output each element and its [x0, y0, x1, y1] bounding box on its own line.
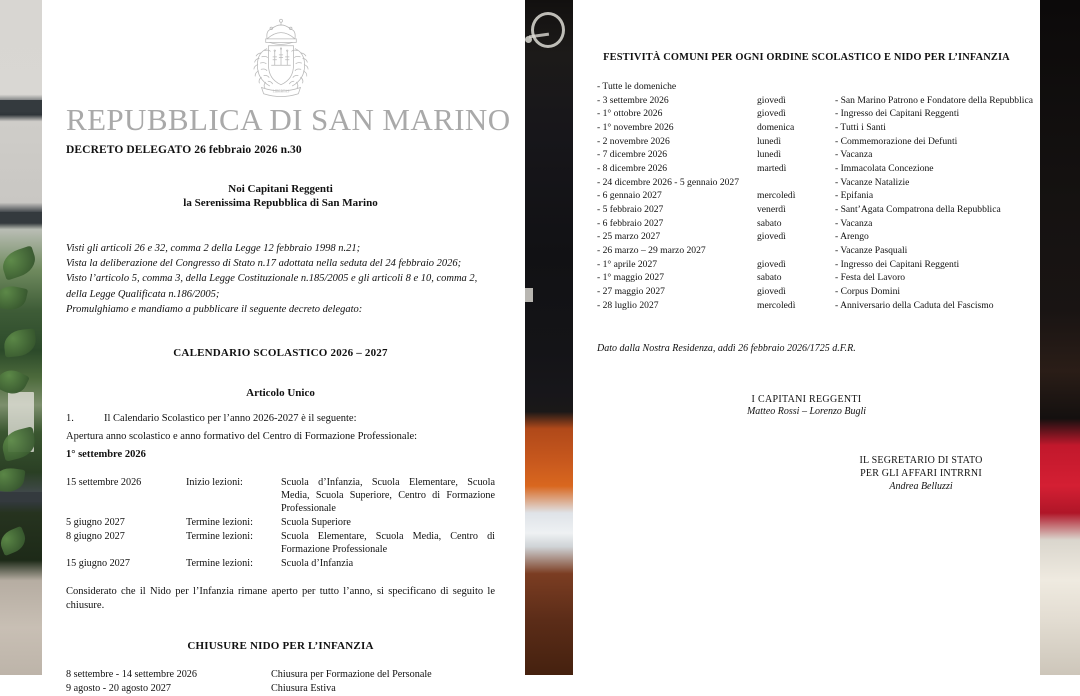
holiday-desc: - Vacanze Natalizie	[835, 176, 910, 188]
table-row	[597, 95, 1036, 109]
holiday-date: - 5 febbraio 2027	[597, 203, 664, 215]
holiday-weekday: lunedì	[757, 149, 781, 161]
holiday-desc: - Festa del Lavoro	[835, 272, 906, 284]
plant-leaf	[0, 466, 26, 494]
clause-line	[66, 412, 495, 427]
holiday-date: - 7 dicembre 2026	[597, 149, 668, 161]
holiday-weekday: sabato	[757, 272, 782, 284]
holiday-date: - 1° maggio 2027	[597, 272, 664, 284]
table-row	[597, 81, 1036, 95]
holiday-date: - 28 luglio 2027	[597, 299, 659, 311]
table-row	[597, 272, 1036, 286]
table-row	[597, 231, 1036, 245]
holiday-desc: - Commemorazione dei Defunti	[835, 135, 958, 147]
holiday-weekday: venerdì	[757, 203, 786, 215]
holiday-date: - 1° ottobre 2026	[597, 108, 663, 120]
considered-paragraph: Considerato che il Nido per l’Infanzia rimane aperto per tutto l’anno, si specificano di seguito le chiusure.	[66, 585, 495, 612]
secretary-role-line1: IL SEGRETARIO DI STATO	[859, 455, 983, 467]
page-title: REPUBBLICA DI SAN MARINO	[66, 102, 511, 137]
holiday-desc: - Vacanze Pasquali	[835, 244, 908, 256]
holiday-weekday: sabato	[757, 217, 782, 229]
plant-leaf	[0, 245, 39, 280]
clause-text: Il Calendario Scolastico per l’anno 2026-2027 è il seguente:	[104, 412, 357, 424]
closure-desc: Chiusura Estiva	[271, 683, 336, 695]
plant-leaf	[0, 283, 28, 313]
holiday-desc: - Corpus Domini	[835, 285, 901, 297]
secretary-role-line2: PER GLI AFFARI INTRRNI	[860, 467, 982, 479]
plant-leaf	[0, 426, 39, 461]
schedule-desc: Scuola Superiore	[281, 516, 351, 528]
table-row	[597, 190, 1036, 204]
holiday-date: - 25 marzo 2027	[597, 231, 661, 243]
holiday-weekday: mercoledì	[757, 190, 796, 202]
table-row	[597, 163, 1036, 177]
holiday-weekday: mercoledì	[757, 299, 796, 311]
opening-label: Apertura anno scolastico e anno formativo del Centro di Formazione Professionale:	[66, 430, 418, 442]
schedule-table	[66, 476, 495, 571]
holiday-date: - 2 novembre 2026	[597, 135, 670, 147]
schedule-date: 15 settembre 2026	[66, 476, 142, 488]
schedule-desc: Scuola d’Infanzia, Scuola Elementare, Scuola Media, Scuola Superiore, Centro di Formazione Professionale	[281, 476, 495, 514]
shelf-edge	[0, 100, 42, 111]
holiday-date: - 24 dicembre 2026 - 5 gennaio 2027	[597, 176, 740, 188]
shelf-edge	[0, 492, 42, 502]
holiday-desc: - Vacanza	[835, 149, 873, 161]
background-photo-right	[1040, 0, 1080, 675]
holiday-desc: - Ingresso dei Capitani Reggenti	[835, 108, 960, 120]
holiday-weekday: domenica	[757, 121, 795, 133]
holiday-date: - 1° novembre 2026	[597, 121, 674, 133]
table-row	[597, 177, 1036, 191]
chalk-dot-icon	[525, 36, 532, 43]
holiday-desc	[835, 81, 1036, 95]
holiday-desc: - Ingresso dei Capitani Reggenti	[835, 258, 960, 270]
holiday-date: - 27 maggio 2027	[597, 285, 665, 297]
table-row	[66, 557, 495, 571]
plant-leaf	[3, 328, 38, 357]
table-row	[597, 218, 1036, 232]
schedule-date: 15 giugno 2027	[66, 557, 130, 569]
holiday-weekday: giovedì	[757, 285, 786, 297]
decree-reference: DECRETO DELEGATO 26 febbraio 2026 n.30	[66, 143, 302, 156]
emblem-container	[66, 18, 495, 100]
holiday-date: - Tutte le domeniche	[597, 81, 677, 92]
holiday-date: - 8 dicembre 2026	[597, 162, 668, 174]
document-page-left	[42, 0, 525, 695]
preamble-block	[66, 241, 495, 317]
schedule-date: 8 giugno 2027	[66, 530, 125, 542]
holiday-weekday: giovedì	[757, 258, 786, 270]
holiday-date: - 6 febbraio 2027	[597, 217, 664, 229]
holiday-desc: - Vacanza	[835, 217, 873, 229]
table-row	[597, 122, 1036, 136]
regents-signature-role: I CAPITANI REGGENTI	[751, 394, 862, 406]
holiday-weekday: giovedì	[757, 108, 786, 120]
background-photo-left	[0, 0, 42, 675]
chalk-mark-icon	[525, 288, 533, 302]
table-row	[597, 259, 1036, 273]
holiday-date: - 26 marzo – 29 marzo 2027	[597, 244, 706, 256]
closure-date: 9 agosto - 20 agosto 2027	[66, 683, 171, 695]
opening-date: 1° settembre 2026	[66, 448, 146, 460]
holiday-desc: - Tutti i Santi	[835, 121, 886, 133]
regents-heading	[66, 182, 495, 212]
regents-heading-line1: Noi Capitani Reggenti	[228, 182, 333, 195]
table-row	[597, 204, 1036, 218]
table-row	[597, 136, 1036, 150]
preamble-line: Promulghiamo e mandiamo a pubblicare il seguente decreto delegato:	[66, 303, 363, 315]
secretary-name: Andrea Belluzzi	[889, 481, 953, 493]
table-row	[597, 149, 1036, 163]
table-row	[66, 516, 495, 530]
regents-heading-line2: la Serenissima Repubblica di San Marino	[183, 197, 378, 210]
table-row	[66, 682, 495, 696]
plant-leaf	[0, 526, 29, 556]
holiday-weekday: giovedì	[757, 94, 786, 106]
table-row	[597, 300, 1036, 314]
holidays-heading: FESTIVITÀ COMUNI PER OGNI ORDINE SCOLASTICO E NIDO PER L’INFANZIA	[603, 52, 1010, 63]
document-page-right	[573, 0, 1040, 675]
holiday-weekday: martedì	[757, 162, 787, 174]
table-row	[597, 245, 1036, 259]
preamble-line: Vista la deliberazione del Congresso di Stato n.17 adottata nella seduta del 24 febbraio 2026;	[66, 258, 462, 270]
secretary-signature-block	[816, 455, 1026, 492]
table-row	[66, 530, 495, 557]
holiday-desc: - Sant’Agata Compatrona della Repubblica	[835, 203, 1001, 215]
background-photo-middle	[525, 0, 573, 675]
regents-signature-names: Matteo Rossi – Lorenzo Bugli	[746, 406, 867, 418]
holidays-table	[597, 81, 1036, 313]
schedule-kind: Inizio lezioni:	[186, 476, 243, 488]
article-heading: Articolo Unico	[246, 386, 315, 399]
preamble-line: Visto l’articolo 5, comma 3, della Legge Costituzionale n.185/2005 e gli articoli 8 e 10, comma 2,	[66, 273, 478, 285]
svg-text:LIBERTAS: LIBERTAS	[272, 89, 289, 94]
closure-desc: Chiusura per Formazione del Personale	[271, 668, 432, 680]
holiday-desc: - Arengo	[835, 231, 869, 243]
schedule-desc: Scuola d’Infanzia	[281, 557, 354, 569]
table-row	[66, 476, 495, 516]
holiday-date: - 6 gennaio 2027	[597, 190, 662, 202]
table-row	[597, 286, 1036, 300]
preamble-line: della Legge Qualificata n.186/2005;	[66, 288, 220, 300]
holiday-desc: - Anniversario della Caduta del Fascismo	[835, 299, 994, 311]
closures-table	[66, 668, 495, 696]
table-row	[597, 108, 1036, 122]
chalk-letter-icon	[531, 12, 565, 48]
schedule-date: 5 giugno 2027	[66, 516, 125, 528]
schedule-desc: Scuola Elementare, Scuola Media, Centro di Formazione Professionale	[281, 530, 495, 555]
holiday-desc: - Epifania	[835, 190, 874, 202]
holiday-weekday	[757, 81, 835, 95]
calendar-heading: CALENDARIO SCOLASTICO 2026 – 2027	[173, 346, 388, 359]
shelf-edge	[0, 212, 42, 223]
issued-line: Dato dalla Nostra Residenza, addì 26 febbraio 2026/1725 d.F.R.	[597, 343, 856, 355]
schedule-kind: Termine lezioni:	[186, 516, 253, 528]
holiday-desc: - Immacolata Concezione	[835, 162, 934, 174]
holiday-date: - 3 settembre 2026	[597, 94, 669, 106]
closures-heading: CHIUSURE NIDO PER L’INFANZIA	[187, 639, 374, 652]
holiday-date: - 1° aprile 2027	[597, 258, 658, 270]
schedule-kind: Termine lezioni:	[186, 557, 253, 569]
regents-signature-block	[587, 394, 1026, 417]
clause-number: 1.	[66, 412, 74, 424]
closure-date: 8 settembre - 14 settembre 2026	[66, 668, 197, 680]
preamble-line: Visti gli articoli 26 e 32, comma 2 della Legge 12 febbraio 1998 n.21;	[66, 243, 361, 255]
coat-of-arms-icon	[246, 18, 316, 100]
schedule-kind: Termine lezioni:	[186, 530, 253, 542]
holiday-weekday: giovedì	[757, 231, 786, 243]
holiday-weekday: lunedì	[757, 135, 781, 147]
holiday-desc: - San Marino Patrono e Fondatore della Repubblica	[835, 94, 1033, 106]
